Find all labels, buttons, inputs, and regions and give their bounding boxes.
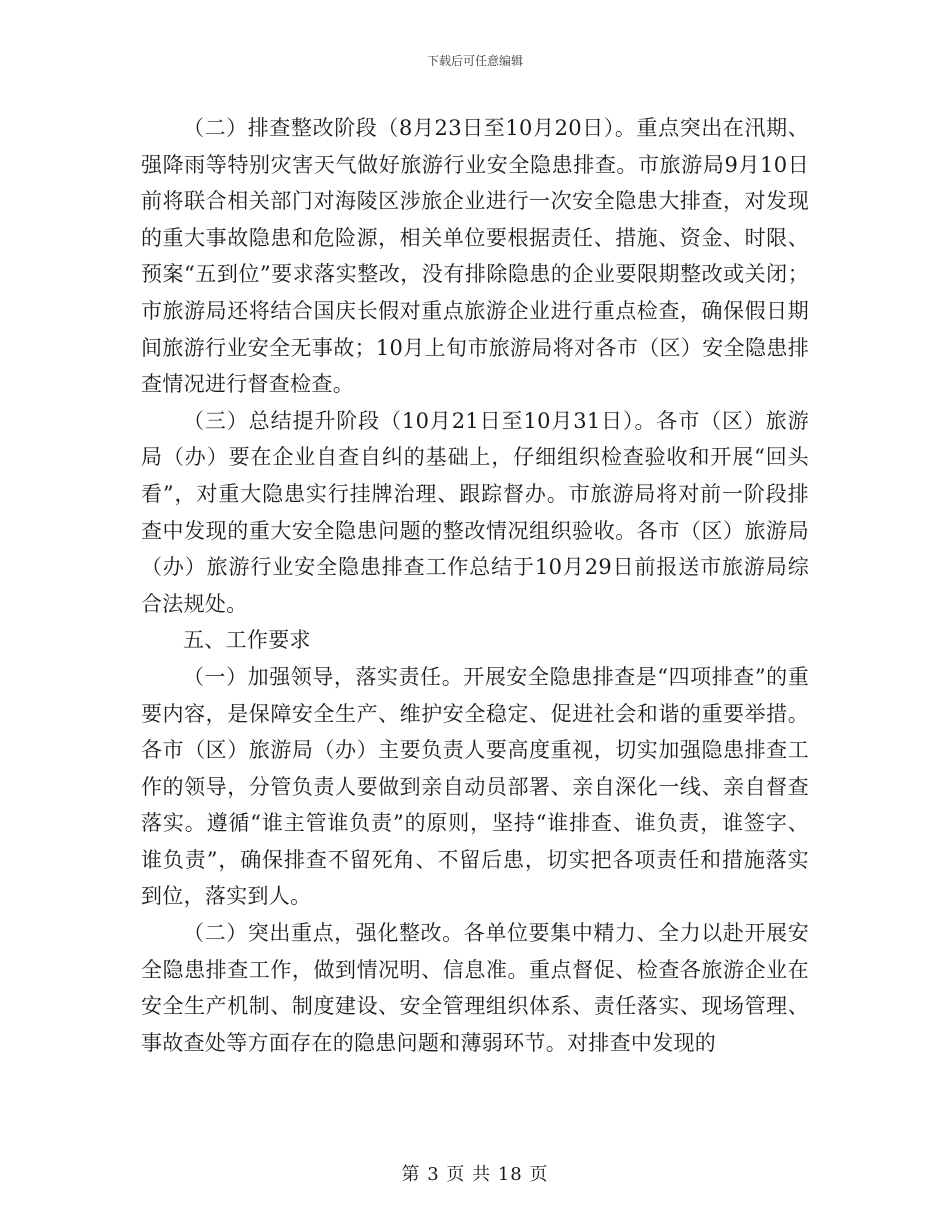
page-number: 第 3 页 共 18 页 bbox=[401, 1164, 549, 1185]
paragraph-inspection-phase: （二）排查整改阶段（8月23日至10月20日）。重点突出在汛期、强降雨等特别灾害天气做好旅游行业安全隐患排查。市旅游局9月10日前将联合相关部门对海陵区涉旅企业进行一次安全隐患大排查，对发现的重大事故隐患和危险源，相关单位要根据责任、措施、资金、时限、预案“五到位”要求落实整改，没有排除隐患的企业要限期整改或关闭；市旅游局还将结合国庆长假对重点旅游企业进行重点检查，确保假日期间旅游行业安全无事故；10月上旬市旅游局将对各市（区）安全隐患排查情况进行督查检查。 bbox=[141, 116, 809, 397]
paragraph-summary-phase: （三）总结提升阶段（10月21日至10月31日）。各市（区）旅游局（办）要在企业自查自纠的基础上，仔细组织检查验收和开展“回头看”，对重大隐患实行挂牌治理、跟踪督办。市旅游局将对前一阶段排查中发现的重大安全隐患问题的整改情况组织验收。各市（区）旅游局（办）旅游行业安全隐患排查工作总结于10月29日前报送市旅游局综合法规处。 bbox=[141, 408, 809, 616]
section-heading-work-requirements: 五、工作要求 bbox=[183, 628, 311, 653]
page-header-note: 下载后可任意编辑 bbox=[426, 54, 523, 68]
paragraph-rectification: （二）突出重点，强化整改。各单位要集中精力、全力以赴开展安全隐患排查工作，做到情况明、信息准。重点督促、检查各旅游企业在安全生产机制、制度建设、安全管理组织体系、责任落实、现场管理、事故查处等方面存在的隐患问题和薄弱环节。对排查中发现的 bbox=[141, 921, 809, 1055]
document-body bbox=[141, 110, 809, 1061]
paragraph-leadership: （一）加强领导，落实责任。开展安全隐患排查是“四项排查”的重要内容，是保障安全生产、维护安全稳定、促进社会和谐的重要举措。各市（区）旅游局（办）主要负责人要高度重视，切实加强隐患排查工作的领导，分管负责人要做到亲自动员部署、亲自深化一线、亲自督查落实。遵循“谁主管谁负责”的原则，坚持“谁排查、谁负责，谁签字、谁负责”，确保排查不留死角、不留后患，切实把各项责任和措施落实到位，落实到人。 bbox=[141, 664, 809, 909]
